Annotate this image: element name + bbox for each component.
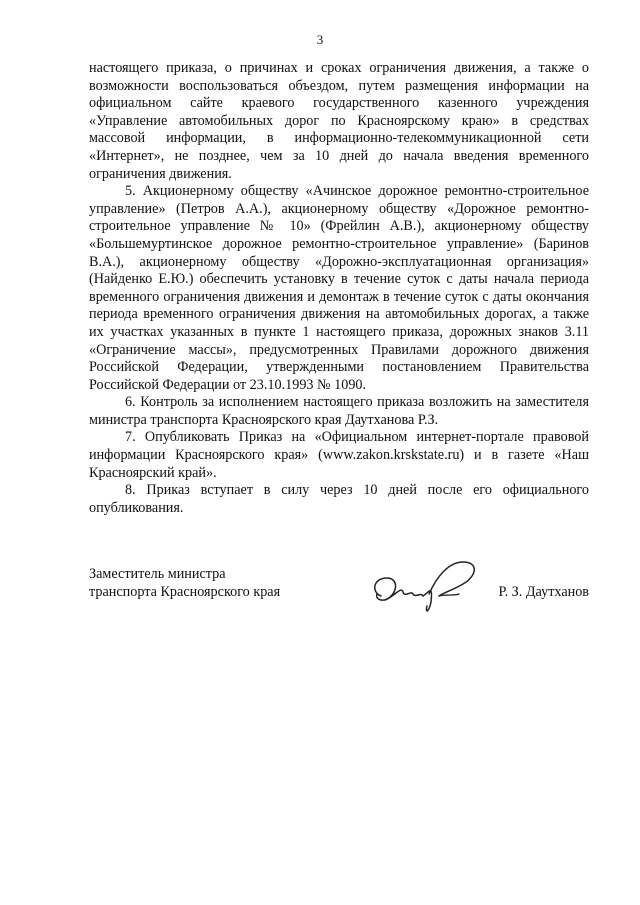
signature-block [89,566,589,626]
page-number: 3 [316,32,324,47]
paragraph-item-7: 7. Опубликовать Приказ на «Официальном интернет-портале правовой информации Красноярского края» (www.zakon.krskstate.ru) и в газете «Наш Красноярский край». [89,429,589,481]
signatory-name: Р. З. Даутханов [498,583,589,600]
handwritten-signature [367,556,497,618]
signatory-title-line-2: транспорта Красноярского края [89,583,281,600]
signatory-title-line-1: Заместитель министра [89,566,226,582]
document-body [89,60,589,517]
paragraph-continuation: настоящего приказа, о причинах и сроках ограничения движения, а также о возможности воспользоваться объездом, путем размещения информации на официальном сайте краевого государственного казенного учреждения «Управление автомобильных дорог по Красноярскому краю» в средствах массовой информации, в информационно-телекоммуникационной сети «Интернет», не позднее, чем за 10 дней до начала введения временного ограничения движения. [89,60,589,182]
paragraph-item-5: 5. Акционерному обществу «Ачинское дорожное ремонтно-строительное управление» (Петров А.А.), акционерному обществу «Дорожное ремонтно-строительное управление № 10» (Фрейлин А.В.), акционерному обществу «Большемуртинское дорожное ремонтно-строительное управление» (Баринов В.А.), акционерному обществу «Дорожно-эксплуатационная организация» (Найденко Е.Ю.) обеспечить установку в течение суток с даты начала периода временного ограничения движения и демонтаж в течение суток с даты окончания периода временного ограничения движения на автомобильных дорогах, а также их участках указанных в пункте 1 настоящего приказа, дорожных знаков 3.11 «Ограничение массы», предусмотренных Правилами дорожного движения Российской Федерации, утвержденными постановлением Правительства Российской Федерации от 23.10.1993 № 1090. [89,183,589,393]
signatory-title [89,566,280,601]
paragraph-item-6: 6. Контроль за исполнением настоящего приказа возложить на заместителя министра транспорта Красноярского края Даутханова Р.З. [89,394,589,428]
paragraph-item-8: 8. Приказ вступает в силу через 10 дней после его официального опубликования. [89,482,589,516]
